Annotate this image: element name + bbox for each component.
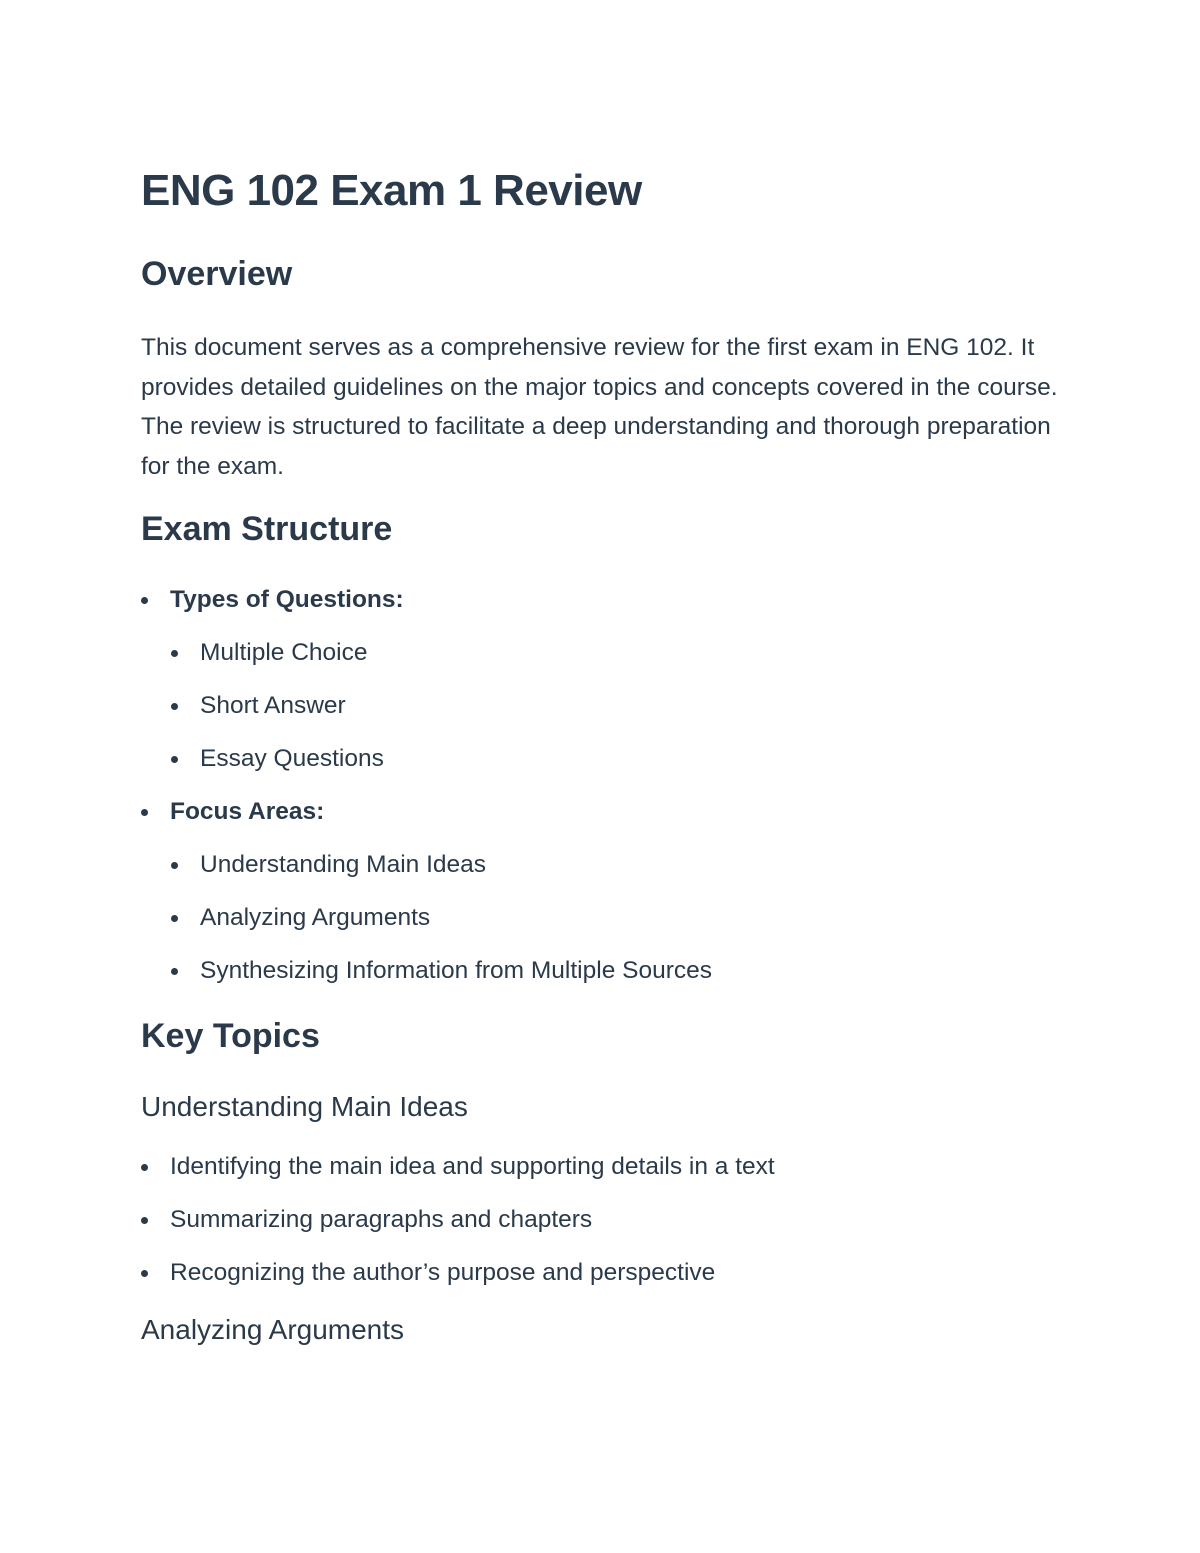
subsection-heading: Analyzing Arguments	[141, 1314, 405, 1345]
bullet-icon	[171, 915, 178, 922]
list-item-text: Short Answer	[200, 692, 346, 719]
list-item-text: Essay Questions	[200, 745, 384, 772]
bullet-icon	[141, 1217, 148, 1224]
list-item-text: Synthesizing Information from Multiple Sources	[200, 957, 712, 984]
bullet-icon	[141, 809, 148, 816]
bullet-icon	[171, 650, 178, 657]
list-item-text: Understanding Main Ideas	[200, 851, 487, 878]
list-item-text: Multiple Choice	[200, 639, 368, 666]
bullet-icon	[171, 968, 178, 975]
bullet-icon	[141, 597, 148, 604]
bullet-icon	[141, 1270, 148, 1277]
bullet-icon	[171, 756, 178, 763]
overview-paragraph: This document serves as a comprehensive review for the first exam in ENG 102. It provides detailed guidelines on the major topics and concepts covered in the course. The review is structured to facilitate a deep understanding and thorough preparation for the exam.	[141, 334, 1058, 480]
overview-heading: Overview	[141, 255, 293, 293]
list-item-label: Types of Questions:	[170, 586, 404, 613]
list-item-text: Analyzing Arguments	[200, 904, 431, 931]
bullet-icon	[171, 862, 178, 869]
subsection-heading: Understanding Main Ideas	[141, 1091, 468, 1122]
list-item-text: Summarizing paragraphs and chapters	[170, 1206, 593, 1233]
list-item-text: Identifying the main idea and supporting details in a text	[170, 1153, 775, 1180]
list-item-text: Recognizing the author’s purpose and perspective	[170, 1259, 716, 1286]
list-item-label: Focus Areas:	[170, 798, 325, 825]
bullet-icon	[171, 703, 178, 710]
document-title: ENG 102 Exam 1 Review	[141, 166, 642, 215]
key-topics-heading: Key Topics	[141, 1017, 320, 1055]
bullet-icon	[141, 1164, 148, 1171]
exam-structure-heading: Exam Structure	[141, 510, 393, 548]
